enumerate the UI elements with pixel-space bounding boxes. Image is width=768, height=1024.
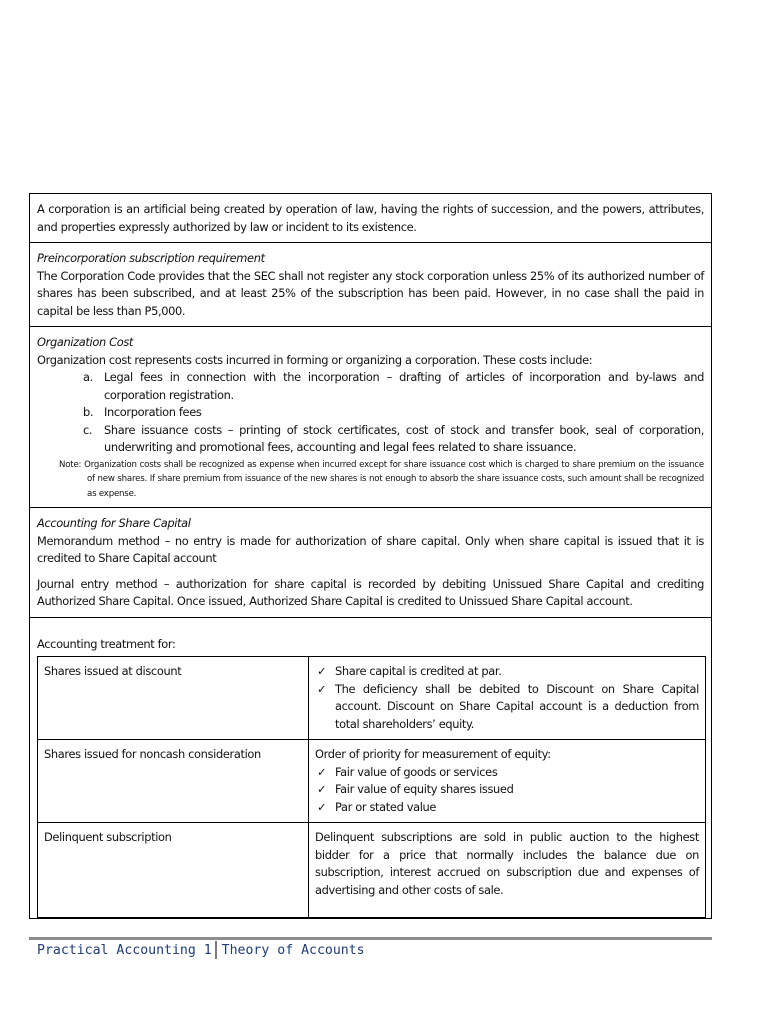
check-item [315,681,699,734]
intro-text: A corporation is an artificial being created by operation of law, having the rights of succession, and the powers, attributes, and properties expressly authorized by law or incident to its existence. [37,202,704,234]
table-row [38,823,706,918]
organization-cost-list [37,369,704,457]
check-item [315,663,699,681]
organization-cost-body: Organization cost represents costs incurred in forming or organizing a corporation. These costs include: [37,352,593,367]
list-marker: a. [83,370,93,384]
treatment-table [37,656,706,918]
content-frame [29,193,712,919]
treatment-label: Shares issued for noncash consideration [38,740,309,823]
check-item-text: The deficiency shall be debited to Discount on Share Capital account. Discount on Share Capital account is a deduction from total shareholders’ equity. [335,681,699,731]
footer-separator [215,941,217,959]
check-item-text: Fair value of goods or services [335,764,498,779]
list-marker: b. [83,405,94,419]
journal-entry-method-text: Journal entry method – authorization for share capital is recorded by debiting Unissued Share Capital and crediting Authorized Share Capital. Once issued, Authorized Share Capital is credited to Unissued Share Capital account. [37,576,704,608]
footer-rule [29,937,712,940]
share-capital-section [30,508,711,618]
check-icon: ✓ [317,799,327,814]
preincorporation-body: The Corporation Code provides that the SEC shall not register any stock corporation unless 25% of its authorized number of shares has been subscribed, and at least 25% of the subscription has been paid. However, in no case shall the paid in capital be less than P5,000. [37,268,704,318]
check-item [315,764,699,782]
list-item-text: Legal fees in connection with the incorporation – drafting of articles of incorporation and by-laws and corporation registration. [104,370,704,402]
check-icon: ✓ [317,664,327,678]
list-item-text: Share issuance costs – printing of stock certificates, cost of stock and transfer book, seal of corporation, underwriting and promotional fees, accounting and legal fees related to share issuance. [104,422,704,454]
check-item-text: Par or stated value [335,799,437,814]
treatment-section [30,618,711,919]
share-capital-heading: Accounting for Share Capital [37,516,191,530]
table-row [38,657,706,740]
footer-course-title: Practical Accounting 1 [37,942,212,958]
treatment-lead: Order of priority for measurement of equity: [315,747,551,761]
treatment-lead: Delinquent subscriptions are sold in public auction to the highest bidder for a price that normally includes the balance due on subscription, interest accrued on subscription due and expenses of advertising and other costs of sale. [315,830,699,897]
check-item-text: Share capital is credited at par. [335,664,502,678]
check-icon: ✓ [317,782,327,796]
list-item [37,422,704,457]
treatment-label: Delinquent subscription [38,823,309,918]
table-row [38,740,706,823]
list-marker: c. [83,422,93,437]
treatment-detail [309,740,706,823]
treatment-title: Accounting treatment for: [37,636,176,651]
memorandum-method-text: Memorandum method – no entry is made for authorization of share capital. Only when share capital is issued that it is credited to Share Capital account [37,533,704,565]
check-item [315,799,699,817]
check-icon: ✓ [317,681,327,696]
intro-section [30,194,711,243]
preincorporation-heading: Preincorporation subscription requirement [37,251,265,265]
organization-cost-section [30,327,711,508]
footer-subject-title: Theory of Accounts [221,942,365,958]
check-item [315,781,699,799]
check-icon: ✓ [317,764,327,779]
list-item [37,404,704,422]
preincorporation-section [30,243,711,327]
list-item-text: Incorporation fees [104,405,202,419]
check-item-text: Fair value of equity shares issued [335,782,514,796]
treatment-detail [309,657,706,740]
treatment-detail [309,823,706,918]
organization-cost-heading: Organization Cost [37,335,134,349]
treatment-label: Shares issued at discount [38,657,309,740]
page-footer [37,941,365,959]
organization-cost-note: Note: Organization costs shall be recognized as expense when incurred except for share issuance cost which is charged to share premium on the issuance of new shares. If share premium from issuance of the new shares is not enough to absorb the share issuance costs, such amount shall be recognized as expense. [59,459,704,499]
list-item [37,369,704,404]
